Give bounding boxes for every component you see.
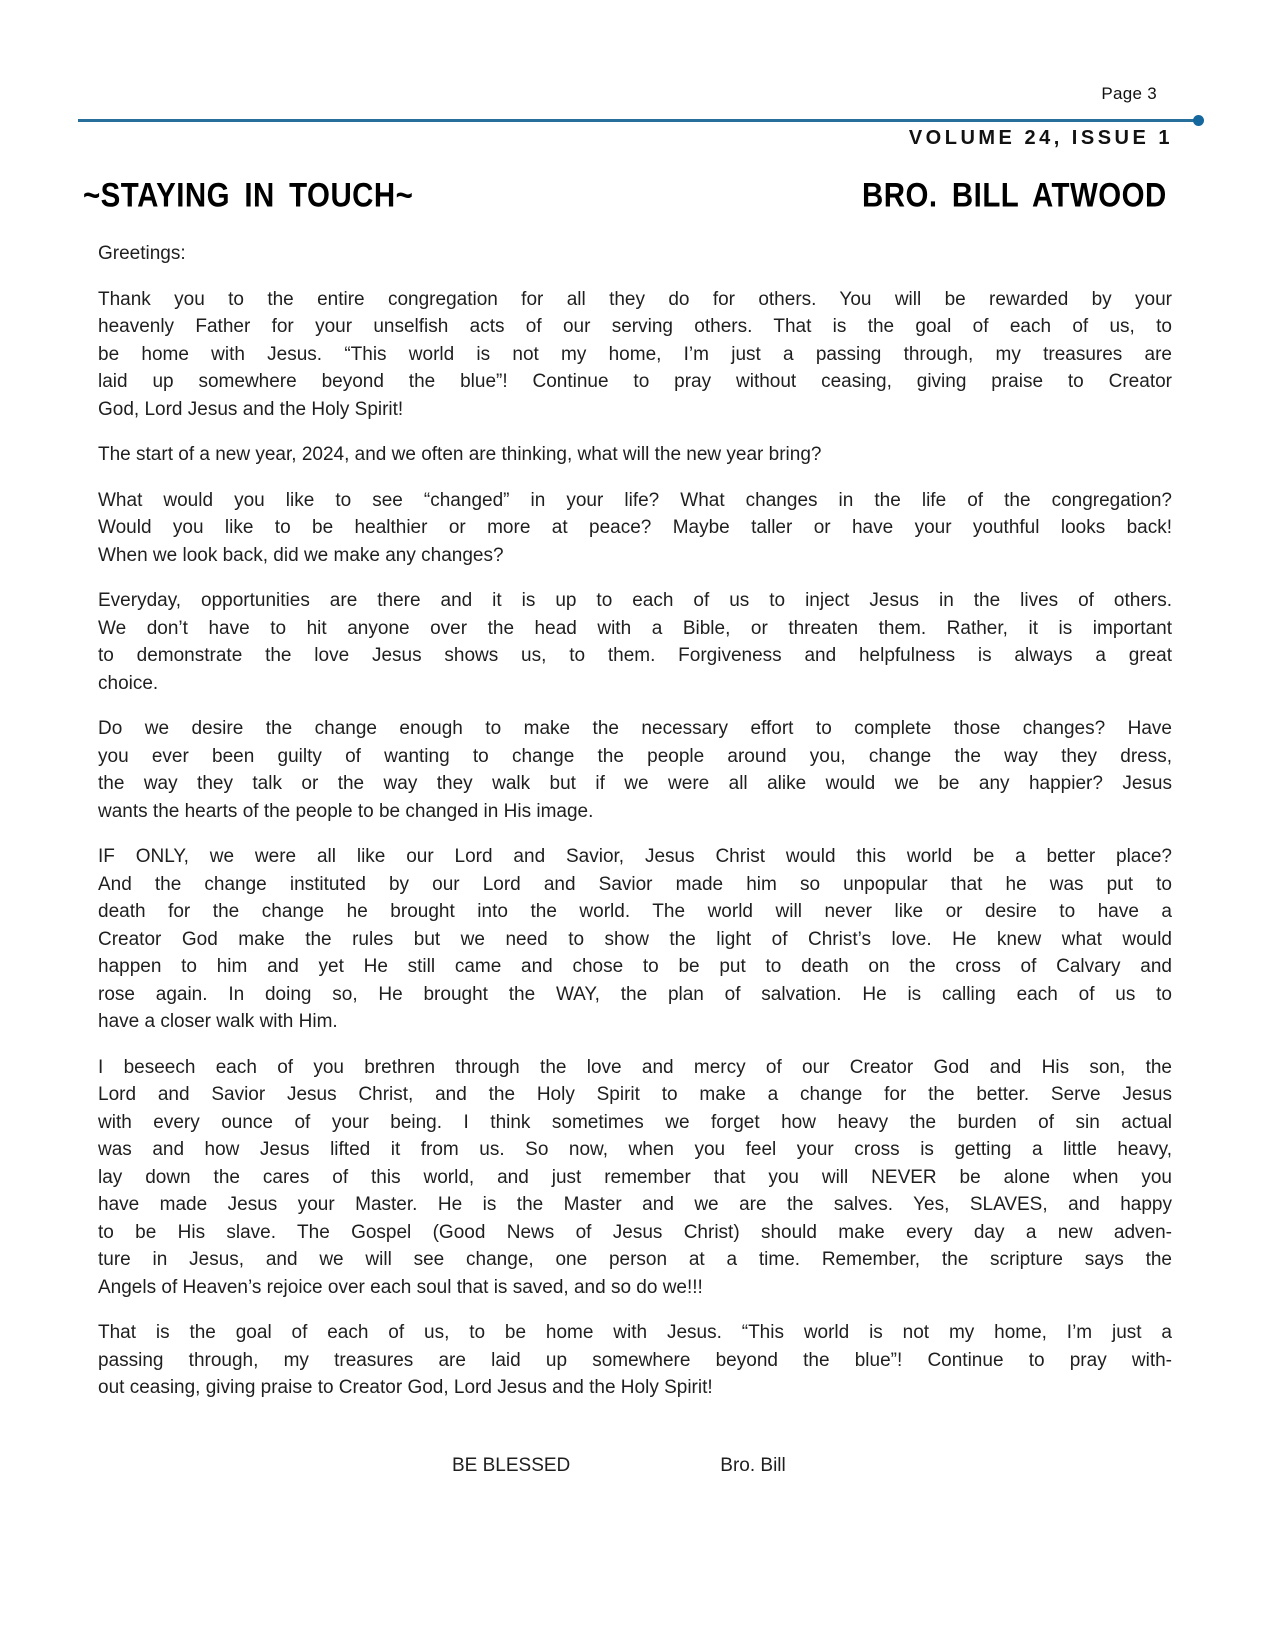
text-line: That is the goal of each of us, to be home with Jesus. “This world is not my home, I’m just a: [98, 1322, 1172, 1343]
paragraph: [98, 1054, 1172, 1302]
text-line: have a closer walk with Him.: [98, 1011, 338, 1032]
text-line: happen to him and yet He still came and chose to be put to death on the cross of Calvary and: [98, 956, 1172, 977]
text-line: IF ONLY, we were all like our Lord and Savior, Jesus Christ would this world be a better place?: [98, 846, 1172, 867]
text-line: laid up somewhere beyond the blue”! Continue to pray without ceasing, giving praise to Creator: [98, 371, 1172, 392]
text-line: Do we desire the change enough to make the necessary effort to complete those changes? Have: [98, 718, 1172, 739]
text-line: heavenly Father for your unselfish acts of our serving others. That is the goal of each of us, to: [98, 316, 1172, 337]
text-line: I beseech each of you brethren through the love and mercy of our Creator God and His son, the: [98, 1056, 1172, 1078]
text-line: the way they talk or the way they walk but if we were all alike would we be any happier? Jesus: [98, 773, 1172, 794]
text-line: What would you like to see “changed” in your life? What changes in the life of the congregation?: [98, 489, 1172, 511]
closing-signature: Bro. Bill: [720, 1454, 786, 1476]
text-line: passing through, my treasures are laid up somewhere beyond the blue”! Continue to pray with-: [98, 1349, 1172, 1371]
text-line: wants the hearts of the people to be changed in His image.: [98, 800, 594, 822]
text-line: Angels of Heaven’s rejoice over each soul that is saved, and so do we!!!: [98, 1276, 703, 1298]
text-line: rose again. In doing so, He brought the WAY, the plan of salvation. He is calling each of us to: [98, 983, 1172, 1005]
text-line: be home with Jesus. “This world is not my home, I’m just a passing through, my treasures are: [98, 343, 1172, 365]
text-line: to demonstrate the love Jesus shows us, to them. Forgiveness and helpfulness is always a great: [98, 645, 1172, 666]
text-line: The start of a new year, 2024, and we often are thinking, what will the new year bring?: [98, 444, 822, 465]
text-line: you ever been guilty of wanting to change the people around you, change the way they dress,: [98, 745, 1172, 767]
text-line: choice.: [98, 672, 159, 694]
paragraph: [98, 286, 1172, 424]
text-line: with every ounce of your being. I think sometimes we forget how heavy the burden of sin actual: [98, 1111, 1172, 1133]
closing-blessing: BE BLESSED: [452, 1454, 571, 1476]
text-line: lay down the cares of this world, and just remember that you will NEVER be alone when you: [98, 1166, 1172, 1188]
text-line: out ceasing, giving praise to Creator God, Lord Jesus and the Holy Spirit!: [98, 1377, 713, 1398]
closing-line: [98, 1452, 1172, 1480]
paragraph: [98, 441, 1172, 469]
paragraph: [98, 487, 1172, 570]
text-line: ture in Jesus, and we will see change, one person at a time. Remember, the scripture says the: [98, 1249, 1172, 1270]
paragraph: [98, 1319, 1172, 1402]
paragraphs-container: [98, 286, 1172, 1402]
volume-issue-label: VOLUME 24, ISSUE 1: [908, 127, 1173, 149]
text-line: God, Lord Jesus and the Holy Spirit!: [98, 398, 404, 420]
paragraph: [98, 843, 1172, 1036]
section-title: ~STAYING IN TOUCH~: [83, 175, 414, 215]
salutation: Greetings:: [98, 243, 186, 264]
text-line: Lord and Savior Jesus Christ, and the Holy Spirit to make a change for the better. Serve Jesus: [98, 1084, 1172, 1105]
text-line: to be His slave. The Gospel (Good News of Jesus Christ) should make every day a new adven-: [98, 1221, 1172, 1243]
text-line: Would you like to be healthier or more at peace? Maybe taller or have your youthful looks back!: [98, 517, 1172, 538]
text-line: death for the change he brought into the world. The world will never like or desire to have a: [98, 901, 1172, 922]
text-line: We don’t have to hit anyone over the head with a Bible, or threaten them. Rather, it is important: [98, 617, 1172, 639]
author-name: BRO. BILL ATWOOD: [862, 175, 1167, 215]
text-line: was and how Jesus lifted it from us. So now, when you feel your cross is getting a little heavy,: [98, 1139, 1172, 1160]
text-line: Everyday, opportunities are there and it is up to each of us to inject Jesus in the lives of others.: [98, 590, 1172, 611]
paragraph: [98, 715, 1172, 825]
letter-body: [98, 240, 1172, 1479]
text-line: And the change instituted by our Lord and Savior made him so unpopular that he was put to: [98, 873, 1172, 895]
text-line: Thank you to the entire congregation for all they do for others. You will be rewarded by your: [98, 288, 1172, 310]
text-line: Creator God make the rules but we need to show the light of Christ’s love. He knew what would: [98, 928, 1172, 950]
header-rule: [78, 119, 1199, 122]
text-line: When we look back, did we make any changes?: [98, 544, 504, 566]
page-number: Page 3: [1101, 84, 1157, 103]
paragraph: [98, 587, 1172, 697]
text-line: have made Jesus your Master. He is the Master and we are the salves. Yes, SLAVES, and happy: [98, 1194, 1172, 1215]
rule-end-dot: [1193, 115, 1204, 126]
